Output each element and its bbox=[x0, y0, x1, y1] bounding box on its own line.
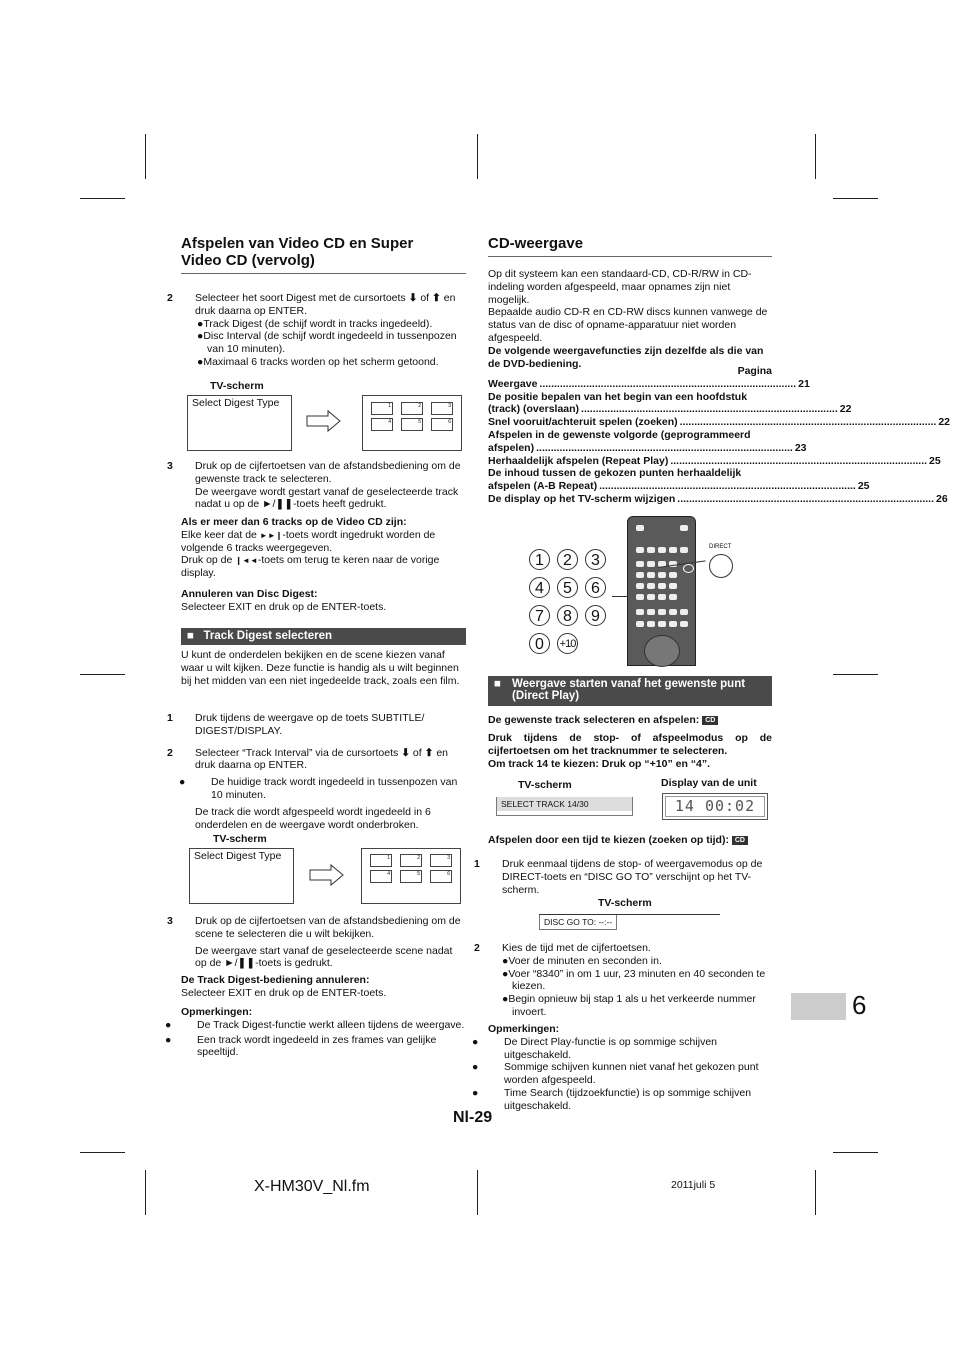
arrow-right-icon bbox=[309, 864, 345, 886]
crop-mark bbox=[145, 1170, 146, 1215]
cd-intro: Op dit systeem kan een standaard-CD, CD-R/RW in CD-indeling worden afgespeeld, maar opnames zijn niet mogelijk. Bepaalde audio CD-R en CD-RW discs kunnen vanwege de status van de disc of opname-apparatuur niet worden afgespeeld. De volgende weergavefuncties zijn dezelfde als die van de DVD-bediening. bbox=[488, 268, 768, 370]
crop-mark bbox=[80, 198, 125, 199]
digit-4-button: 4 bbox=[529, 577, 550, 598]
tv-screen-text: Select Digest Type bbox=[194, 850, 282, 862]
select-track-head: De gewenste track selecteren en afspelen: CD bbox=[488, 714, 772, 727]
time-search-step-1: 1 Druk eenmaal tijdens de stop- of weergavemodus op de DIRECT-toets en “DISC GO TO” verschijnt op het TV-scherm. bbox=[474, 858, 763, 896]
unit-display-readout: 14 00:02 bbox=[665, 796, 765, 817]
digit-8-button: 8 bbox=[557, 605, 578, 626]
cancel-track-digest: De Track Digest-bediening annuleren: Selecteer EXIT en druk op de ENTER-toets. bbox=[181, 974, 387, 999]
tv-screen-box bbox=[539, 914, 720, 934]
crop-mark bbox=[145, 134, 146, 179]
tv-screen-text: Select Digest Type bbox=[192, 397, 280, 409]
step-3-digest: 3 Druk op de cijfertoetsen van de afstandsbediening om de gewenste track te selecteren. De weergave wordt gestart vanaf de geselecteerde track nadat u op de ►/❚❚-toets heeft gedrukt. bbox=[167, 460, 461, 511]
page-number: Nl-29 bbox=[453, 1109, 493, 1126]
digit-5-button: 5 bbox=[557, 577, 578, 598]
digit-7-button: 7 bbox=[529, 605, 550, 626]
footer-date: 2011juli 5 bbox=[671, 1179, 716, 1191]
next-icon: ►►❙ bbox=[259, 530, 283, 540]
toc-entry: Snel vooruit/achteruit spelen (zoeken) ........................................................................................ 22 bbox=[488, 416, 951, 429]
footer-filename: X-HM30V_Nl.fm bbox=[254, 1178, 370, 1195]
thumb-frame: 2 bbox=[400, 854, 422, 867]
crop-mark bbox=[80, 674, 125, 675]
left-section-title: Afspelen van Video CD en Super Video CD (vervolg) bbox=[181, 235, 414, 269]
direct-button bbox=[709, 554, 733, 578]
square-bullet-icon: ■ bbox=[494, 678, 501, 690]
thumb-frame: 6 bbox=[431, 418, 453, 431]
thumb-frame: 1 bbox=[371, 402, 393, 415]
select-track-readout: SELECT TRACK 14/30 bbox=[497, 797, 632, 811]
tv-screen-label: TV-scherm bbox=[518, 779, 572, 791]
digit-3-button: 3 bbox=[585, 549, 606, 570]
plus-10-button: +10 bbox=[557, 633, 578, 654]
tv-screen-box bbox=[189, 848, 294, 904]
digit-2-button: 2 bbox=[557, 549, 578, 570]
prev-icon: ❙◄◄ bbox=[235, 556, 258, 566]
cd-tag: CD bbox=[732, 836, 748, 845]
right-notes: Opmerkingen: ● De Direct Play-functie is op sommige schijven uitgeschakeld. ● Sommige schijven kunnen niet vanaf het gekozen punt worden afgespeeld. ● Time Search (tijdzoekfunctie) is op sommige schijven uitgeschakeld. bbox=[472, 1023, 759, 1112]
digit-1-button: 1 bbox=[529, 549, 550, 570]
step-2-digest: 2 Selecteer het soort Digest met de cursortoets ⬇ of ⬆ en druk daarna op ENTER. ●Track Digest (de schijf wordt in tracks ingedeeld). ●Disc Interval (de schijf wordt ingedeeld in tussenpozen van 10 minuten). ●Maximaal 6 tracks worden op het scherm getoond. bbox=[167, 292, 457, 368]
toc-entry: Weergave ........................................................................................ 21 bbox=[488, 377, 810, 390]
thumb-frame: 5 bbox=[400, 870, 422, 883]
digit-9-button: 9 bbox=[585, 605, 606, 626]
title-rule bbox=[181, 273, 466, 274]
thumb-frame: 3 bbox=[431, 402, 453, 415]
track-digest-section-bar: ■ Track Digest selecteren bbox=[181, 628, 466, 645]
tv-screen-label: TV-scherm bbox=[210, 380, 264, 392]
crop-mark bbox=[833, 674, 878, 675]
track-digest-steps: 1 Druk tijdens de weergave op de toets SUBTITLE/ DIGEST/DISPLAY. 2 Selecteer “Track Interval” via de cursortoets ⬇ of ⬆ en druk daarna op ENTER. ● De huidige track wordt ingedeeld in tussenpozen van 10 minuten. De track die wordt afgespeeld wordt ingedeeld in 6 onderdelen en de weergave wordt onderbroken. bbox=[167, 712, 458, 831]
crop-mark bbox=[80, 1152, 125, 1153]
digit-0-button: 0 bbox=[529, 633, 550, 654]
cancel-disc-digest: Annuleren van Disc Digest: Selecteer EXIT en druk op de ENTER-toets. bbox=[181, 588, 387, 613]
digit-6-button: 6 bbox=[585, 577, 606, 598]
crop-mark bbox=[815, 134, 816, 179]
thumb-frame: 4 bbox=[370, 870, 392, 883]
thumb-frame: 4 bbox=[371, 418, 393, 431]
toc-entry: Herhaaldelijk afspelen (Repeat Play) ........................................................................................ 25 bbox=[488, 454, 941, 467]
thumb-frame: 3 bbox=[430, 854, 452, 867]
play-pause-icon: ►/❚❚ bbox=[262, 498, 294, 511]
more-tracks-note: Als er meer dan 6 tracks op de Video CD zijn: Elke keer dat de ►►❙-toets wordt ingedrukt worden de volgende 6 tracks weergegeven. Druk op de ❙◄◄-toets om terug te keren naar de vorige display. bbox=[181, 516, 440, 580]
chapter-number: 6 bbox=[852, 990, 867, 1020]
unit-display bbox=[662, 793, 768, 820]
disc-goto-readout: DISC GO TO: --:-- bbox=[539, 915, 617, 930]
crop-mark bbox=[477, 1170, 478, 1215]
thumb-frame: 2 bbox=[401, 402, 423, 415]
track-digest-step-3: 3 Druk op de cijfertoetsen van de afstandsbediening om de scene te selecteren die u wilt bekijken. De weergave start vanaf de geselecteerde scene nadat op de ►/❚❚-toets is gedrukt. bbox=[167, 915, 461, 970]
thumbnail-grid bbox=[361, 848, 461, 904]
tv-screen-box bbox=[187, 395, 292, 451]
thumbnail-grid bbox=[362, 395, 462, 451]
left-notes: Opmerkingen: ● De Track Digest-functie werkt alleen tijdens de weergave. ● Een track wordt ingedeeld in zes frames van gelijke speeltijd. bbox=[165, 1006, 465, 1059]
toc-entry: De display op het TV-scherm wijzigen ........................................................................................ 26 bbox=[488, 492, 948, 505]
arrow-right-icon bbox=[306, 410, 342, 432]
crop-mark bbox=[477, 134, 478, 179]
track-digest-intro: U kunt de onderdelen bekijken en de scene kiezen vanaf waar u wilt kijken. Deze functie is handig als u wilt beginnen bij het midden van een niet ingedeelde track, zoals een film. bbox=[181, 649, 460, 687]
play-pause-icon: ►/❚❚ bbox=[224, 957, 256, 970]
square-bullet-icon: ■ bbox=[187, 630, 194, 642]
crop-mark bbox=[833, 1152, 878, 1153]
chapter-tab bbox=[791, 993, 846, 1020]
thumb-frame: 5 bbox=[401, 418, 423, 431]
title-rule bbox=[488, 256, 772, 257]
thumb-frame: 1 bbox=[370, 854, 392, 867]
crop-mark bbox=[833, 198, 878, 199]
select-track-instructions: Druk tijdens de stop- of afspeelmodus op de cijfertoetsen om het tracknummer te selecteren. Om track 14 te kiezen: Druk op “+10” en “4”. bbox=[488, 732, 772, 770]
cd-tag: CD bbox=[702, 716, 718, 725]
toc-entry: De positie bepalen van het begin van een hoofdstuk bbox=[488, 390, 748, 403]
right-section-title: CD-weergave bbox=[488, 235, 584, 252]
tv-screen-label: TV-scherm bbox=[213, 833, 267, 845]
unit-display-label: Display van de unit bbox=[661, 777, 757, 789]
time-search-head: Afspelen door een tijd te kiezen (zoeken op tijd): CD bbox=[488, 834, 772, 847]
thumb-frame: 6 bbox=[430, 870, 452, 883]
tv-screen-label: TV-scherm bbox=[598, 897, 652, 909]
toc-entry: Afspelen in de gewenste volgorde (geprogrammeerd bbox=[488, 428, 751, 441]
time-search-step-2: 2 Kies de tijd met de cijfertoetsen. ●Voer de minuten en seconden in. ●Voer “8340” in om 1 uur, 23 minuten en 40 seconden te kiezen. ●Begin opnieuw bij stap 1 als u het verkeerde nummer invoert. bbox=[474, 942, 766, 1018]
toc-entry: afspelen) ........................................................................................ 23 bbox=[488, 441, 807, 454]
direct-label: DIRECT bbox=[709, 544, 732, 550]
toc: Pagina Weergave ........................................................................................ 21 De positie bepalen van het begin van een hoofdstuk (track) (overslaan) ........................................................................................ 22 Snel vooruit/achteruit spelen (zoeken) ........................................................................................ 22 Afspelen in de gewenste volgorde (geprogrammeerd afspelen) ........................................................................................ 23 Herhaaldelijk afspelen (Repeat Play) ........................................................................................ 25 De inhoud tussen de gekozen punten herhaaldelijk afspelen (A-B Repeat) ........................................................................................ 25 De display op het TV-scherm wijzigen ........................................................................................ 26 bbox=[488, 365, 951, 505]
tv-screen-box bbox=[496, 797, 633, 816]
toc-entry: De inhoud tussen de gekozen punten herhaaldelijk bbox=[488, 467, 742, 480]
toc-entry: afspelen (A-B Repeat) ........................................................................................ 25 bbox=[488, 480, 870, 493]
remote-control bbox=[627, 516, 696, 666]
crop-mark bbox=[815, 1170, 816, 1215]
toc-entry: (track) (overslaan) ........................................................................................ 22 bbox=[488, 403, 852, 416]
direct-play-section-bar: ■ Weergave starten vanaf het gewenste punt (Direct Play) bbox=[488, 676, 772, 706]
